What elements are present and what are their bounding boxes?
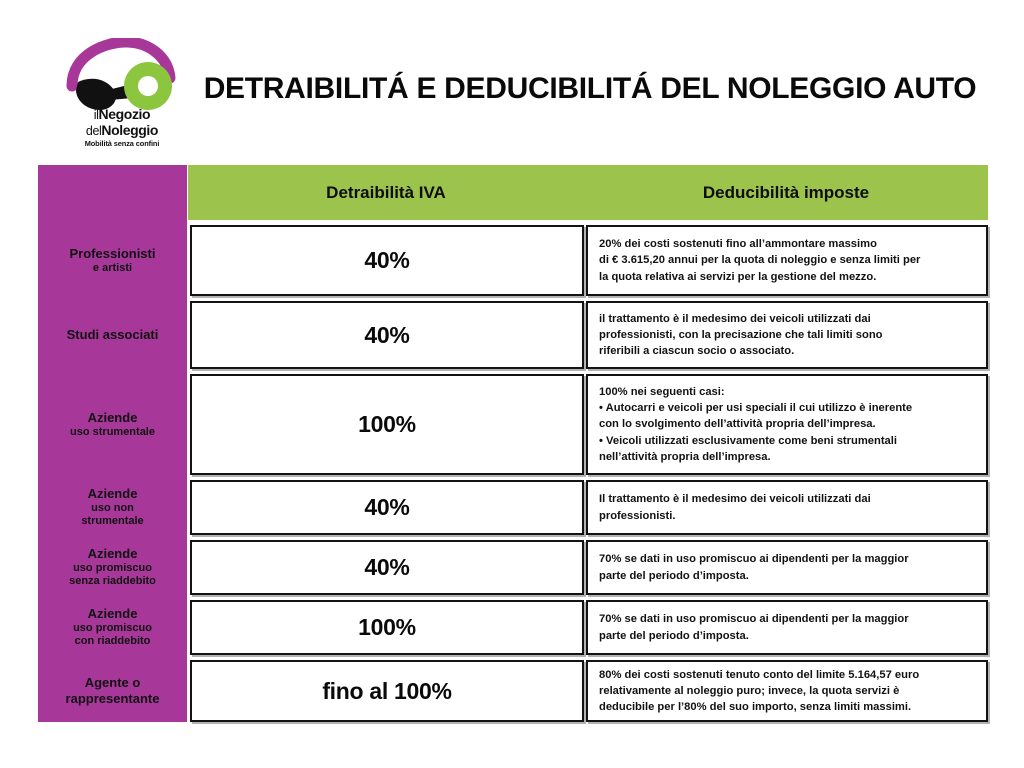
detraibilita-cell-4 <box>190 480 584 535</box>
category-sub-text: strumentale <box>81 515 144 528</box>
deducibilita-line: con lo svolgimento dell’attività propria dell’impresa. <box>599 418 876 431</box>
category-sub-text: con riaddebito <box>74 635 151 648</box>
detraibilita-value: 40% <box>364 247 410 273</box>
logo-mark-icon <box>62 38 182 114</box>
deducibilita-cell-1 <box>586 225 988 296</box>
category-main-text: Aziende <box>87 546 138 562</box>
category-sub-text: senza riaddebito <box>69 575 156 588</box>
company-logo <box>62 38 182 150</box>
deducibilita-text <box>599 236 920 285</box>
category-main-text: Aziende <box>87 606 138 622</box>
deducibilita-line: parte del periodo d’imposta. <box>599 569 749 582</box>
deducibilita-line: relativamente al noleggio puro; invece, la quota servizi è <box>599 684 900 697</box>
category-main-text: Studi associati <box>66 327 159 343</box>
deducibilita-line: parte del periodo d’imposta. <box>599 629 749 642</box>
deducibilita-line: • Veicoli utilizzati esclusivamente come beni strumentali <box>599 434 897 447</box>
category-label-5 <box>38 540 187 595</box>
category-sub-text: uso promiscuo <box>73 562 152 575</box>
deducibilita-line: la quota relativa ai servizi per la gestione del mezzo. <box>599 270 877 283</box>
detraibilita-value: fino al 100% <box>322 677 452 704</box>
detraibilita-cell-7 <box>190 660 584 722</box>
deducibilita-line: nell’attività propria dell’impresa. <box>599 450 771 463</box>
detraibilita-cell-2 <box>190 301 584 369</box>
deducibilita-line: professionisti. <box>599 509 676 522</box>
deducibilita-cell-3 <box>586 374 988 475</box>
page-header <box>0 0 1024 160</box>
logo-wordmark <box>62 107 182 147</box>
detraibilita-value: 100% <box>358 411 416 437</box>
category-sub-text: uso promiscuo <box>73 622 152 635</box>
deducibilita-line: di € 3.615,20 annui per la quota di noleggio e senza limiti per <box>599 254 921 267</box>
category-sub-text: rappresentante <box>65 691 160 706</box>
deducibilita-line: professionisti, con la precisazione che tali limiti sono <box>599 328 883 341</box>
deducibilita-text <box>599 491 871 523</box>
deducibilita-line: deducibile per l’80% del suo importo, senza limiti massimi. <box>599 701 912 714</box>
category-main-text: Aziende <box>87 486 138 502</box>
deducibilita-line: 20% dei costi sostenuti fino all’ammontare massimo <box>599 238 877 251</box>
logo-word-prefix-1: il <box>93 108 99 122</box>
deducibilita-line: 100% nei seguenti casi: <box>599 385 725 398</box>
deducibilita-line: 80% dei costi sostenuti tenuto conto del limite 5.164,57 euro <box>599 668 920 681</box>
logo-tagline: Mobilità senza confini <box>84 139 160 148</box>
comparison-table <box>38 165 988 722</box>
category-label-7 <box>38 660 187 722</box>
deducibilita-text <box>599 551 909 583</box>
column-header-deducibilita: Deducibilità imposte <box>702 182 870 202</box>
deducibilita-cell-4 <box>586 480 988 535</box>
category-label-4 <box>38 480 187 535</box>
table-header-row <box>188 165 988 220</box>
category-sub-text: uso non <box>91 502 134 515</box>
deducibilita-line: 70% se dati in uso promiscuo ai dipendenti per la maggior <box>599 613 909 626</box>
column-header-detraibilita: Detraibilità IVA <box>326 182 446 202</box>
deducibilita-line: Il trattamento è il medesimo dei veicoli utilizzati dai <box>599 493 871 506</box>
detraibilita-cell-1 <box>190 225 584 296</box>
detraibilita-cell-5 <box>190 540 584 595</box>
category-label-3 <box>38 374 187 475</box>
deducibilita-text <box>599 384 912 465</box>
category-sub-text: e artisti <box>92 261 133 274</box>
deducibilita-line: riferibili a ciascun socio o associato. <box>599 345 795 358</box>
deducibilita-cell-2 <box>586 301 988 369</box>
category-main-text: Aziende <box>87 409 138 425</box>
category-label-2 <box>38 301 187 369</box>
deducibilita-line: • Autocarri e veicoli per usi speciali il cui utilizzo è inerente <box>599 402 913 415</box>
category-label-6 <box>38 600 187 655</box>
detraibilita-cell-6 <box>190 600 584 655</box>
deducibilita-text <box>599 611 909 643</box>
logo-word-prefix-2: del <box>85 123 102 138</box>
category-column <box>38 165 187 722</box>
deducibilita-text <box>599 311 882 360</box>
detraibilita-cell-3 <box>190 374 584 475</box>
category-main-text: Professionisti <box>69 245 156 261</box>
detraibilita-value: 100% <box>358 614 416 640</box>
deducibilita-cell-5 <box>586 540 988 595</box>
deducibilita-line: il trattamento è il medesimo dei veicoli utilizzati dai <box>599 312 871 325</box>
detraibilita-value: 40% <box>364 321 410 348</box>
deducibilita-text <box>599 667 919 716</box>
deducibilita-cell-6 <box>586 600 988 655</box>
deducibilita-cell-7 <box>586 660 988 722</box>
category-label-1 <box>38 225 187 296</box>
deducibilita-line: 70% se dati in uso promiscuo ai dipendenti per la maggior <box>599 553 909 566</box>
category-sub-text: uso strumentale <box>70 425 155 438</box>
logo-word-bold-1: Negozio <box>98 106 151 122</box>
page-title: DETRAIBILITÁ E DEDUCIBILITÁ DEL NOLEGGIO AUTO <box>203 72 977 105</box>
detraibilita-value: 40% <box>364 554 410 580</box>
logo-word-bold-2: Noleggio <box>101 121 159 138</box>
detraibilita-value: 40% <box>364 494 410 520</box>
category-main-text: Agente o <box>84 675 141 691</box>
